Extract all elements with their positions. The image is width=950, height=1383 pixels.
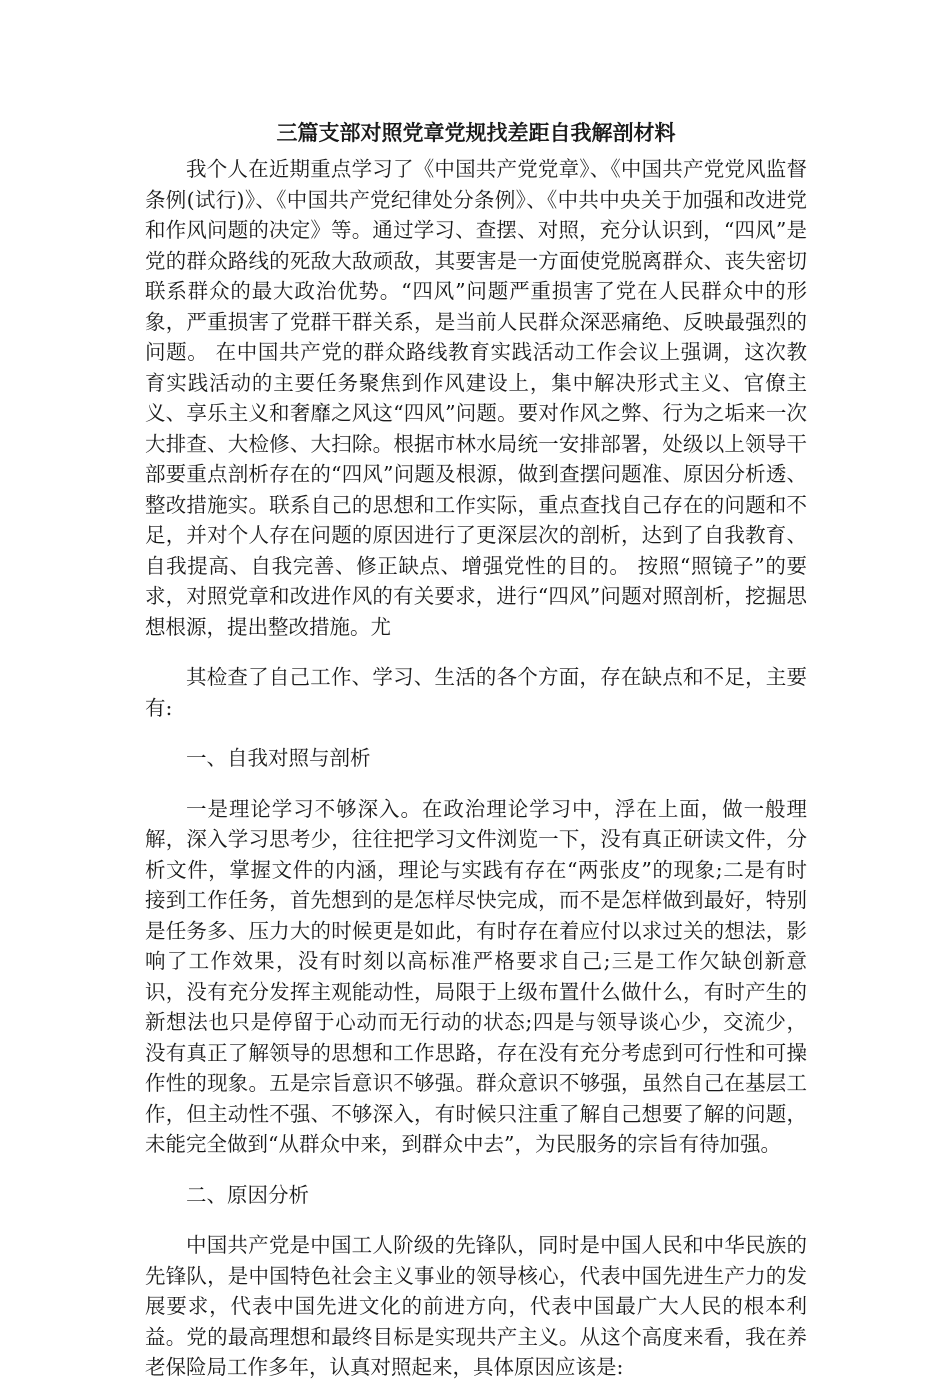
cause-analysis-paragraph: 中国共产党是中国工人阶级的先锋队，同时是中国人民和中华民族的先锋队，是中国特色社会主义事业的领导核心，代表中国先进生产力的发展要求，代表中国先进文化的前进方向，代表中国最广大人民的根本利益。党的最高理想和最终目标是实现共产主义。从这个高度来看，我在养老保险局工作多年，认真对照起来，具体原因应该是: <box>145 1233 807 1379</box>
section-heading-self-comparison: 一、自我对照与剖析 <box>186 746 371 770</box>
self-comparison-paragraph: 一是理论学习不够深入。在政治理论学习中，浮在上面，做一般理解，深入学习思考少，往往把学习文件浏览一下，没有真正研读文件，分析文件，掌握文件的内涵，理论与实践有存在“两张皮”的现象;二是有时接到工作任务，首先想到的是怎样尽快完成，而不是怎样做到最好，特别是任务多、压力大的时候更是如此，有时存在着应付以求过关的想法，影响了工作效果，没有时刻以高标准严格要求自己;三是工作欠缺创新意识，没有充分发挥主观能动性，局限于上级布置什么做什么，有时产生的新想法也只是停留于心动而无行动的状态;四是与领导谈心少，交流少，没有真正了解领导的思想和工作思路，存在没有充分考虑到可行性和可操作性的现象。五是宗旨意识不够强。群众意识不够强，虽然自己在基层工作，但主动性不强、不够深入，有时候只注重了解自己想要了解的问题，未能完全做到“从群众中来，到群众中去”，为民服务的宗旨有待加强。 <box>145 796 807 1156</box>
document-title: 三篇支部对照党章党规找差距自我解剖材料 <box>276 120 676 145</box>
intro-paragraph: 我个人在近期重点学习了《中国共产党党章》、《中国共产党党风监督条例(试行)》、《中国共产党纪律处分条例》、《中共中央关于加强和改进党和作风问题的决定》等。通过学习、查摆、对照，充分认识到，“四风”是党的群众路线的死敌大敌顽敌，其要害是一方面使党脱离群众、丧失密切联系群众的最大政治优势。“四风”问题严重损害了党在人民群众中的形象，严重损害了党群干群关系，是当前人民群众深恶痛绝、反映最强烈的问题。 在中国共产党的群众路线教育实践活动工作会议上强调，这次教育实践活动的主要任务聚焦到作风建设上，集中解决形式主义、官僚主义、享乐主义和奢靡之风这“四风”问题。要对作风之弊、行为之垢来一次大排查、大检修、大扫除。根据市林水局统一安排部署，处级以上领导干部要重点剖析存在的“四风”问题及根源，做到查摆问题准、原因分析透、整改措施实。联系自己的思想和工作实际，重点查找自己存在的问题和不足，并对个人存在问题的原因进行了更深层次的剖析，达到了自我教育、自我提高、自我完善、修正缺点、增强党性的目的。 按照“照镜子”的要求，对照党章和改进作风的有关要求，进行“四风”问题对照剖析，挖掘思想根源，提出整改措施。尤 <box>145 157 807 639</box>
document-page <box>145 118 807 1383</box>
problems-summary-paragraph: 其检查了自己工作、学习、生活的各个方面，存在缺点和不足，主要有: <box>145 665 807 720</box>
section-heading-cause-analysis: 二、原因分析 <box>186 1182 309 1207</box>
